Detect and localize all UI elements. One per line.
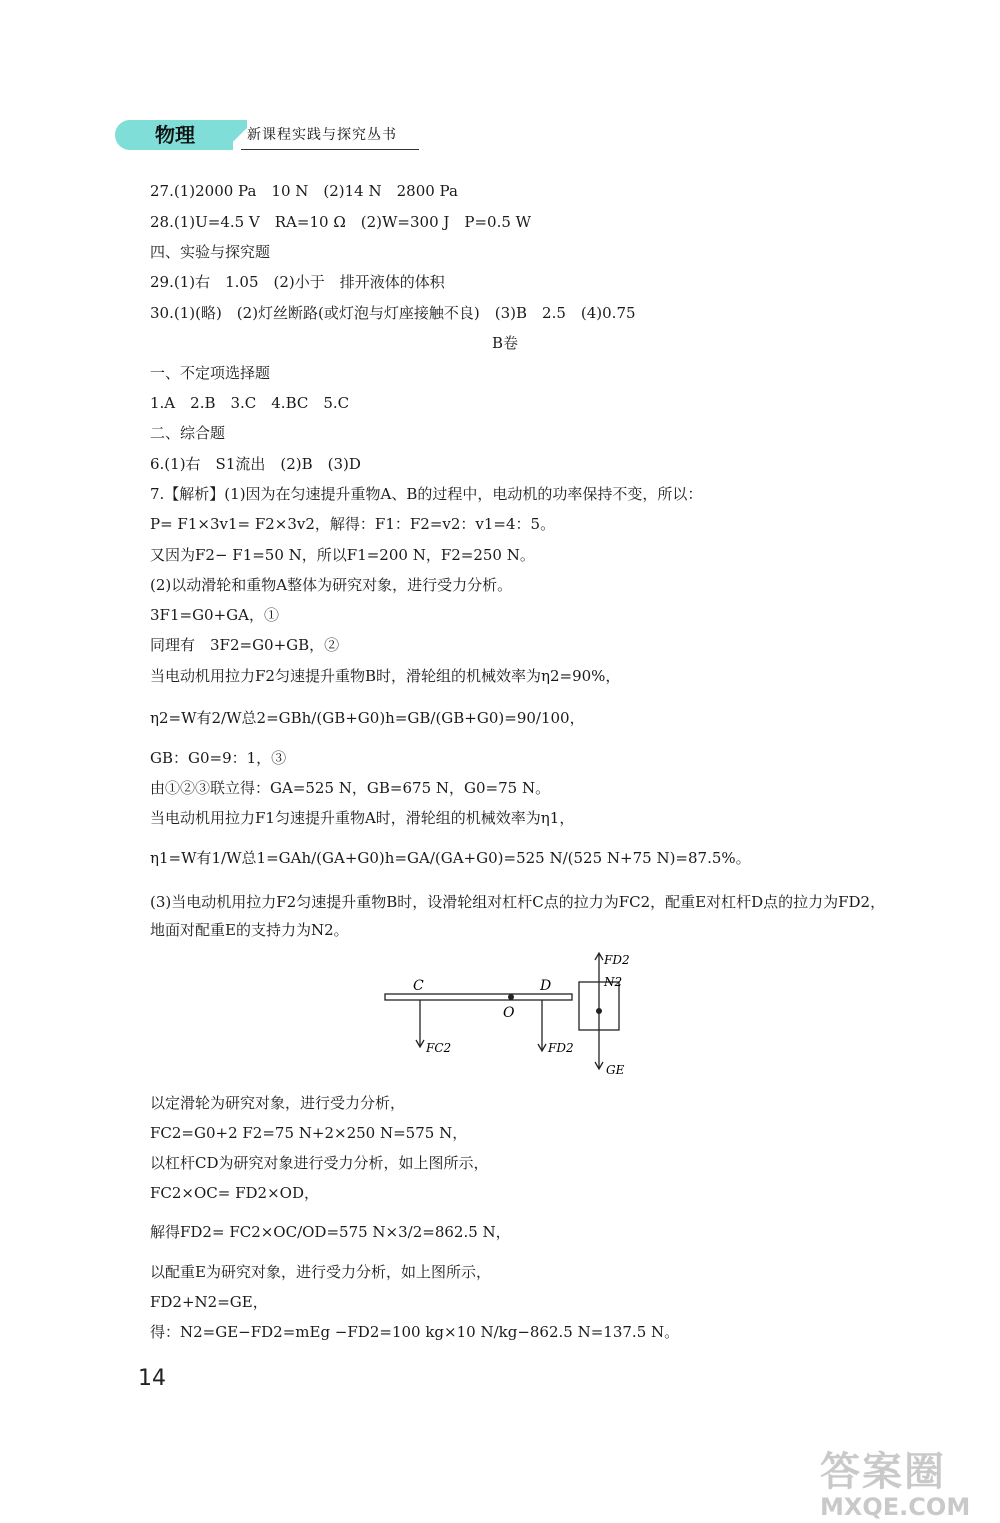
- label-c: C: [413, 978, 424, 994]
- equation-line: FC2×OC= FD2×OD，: [150, 1184, 319, 1202]
- watermark-url: MXQE.COM: [820, 1493, 971, 1521]
- solution-line: 当电动机用拉力F2匀速提升重物B时，滑轮组的机械效率为η2=90%，: [150, 667, 621, 685]
- equation-line: η2=W有2/W总2=GBh/(GB+G0)h=GB/(GB+G0)=90/100，: [150, 709, 585, 727]
- label-n2: N2: [604, 975, 623, 989]
- equation-line: FC2=G0+2 F2=75 N+2×250 N=575 N，: [150, 1124, 468, 1142]
- solution-line: 又因为F2− F1=50 N，所以F1=200 N，F2=250 N。: [150, 546, 535, 564]
- subject-tab: 物理: [115, 120, 237, 150]
- answer-line: 1.A 2.B 3.C 4.BC 5.C: [150, 394, 350, 412]
- solution-paragraph: (3)当电动机用拉力F2匀速提升重物B时，设滑轮组对杠杆C点的拉力为FC2，配重E对杠杆D点的拉力为FD2，地面对配重E的支持力为N2。: [150, 893, 886, 939]
- answer-line: 29.(1)右 1.05 (2)小于 排开液体的体积: [150, 273, 445, 291]
- equation-line: 同理有 3F2=G0+GB，②: [150, 636, 340, 654]
- solution-line: 7.【解析】(1)因为在匀速提升重物A、B的过程中，电动机的功率保持不变，所以：: [150, 485, 703, 503]
- lever-bar: [385, 994, 572, 1000]
- answer-line: 28.(1)U=4.5 V RA=10 Ω (2)W=300 J P=0.5 W: [150, 213, 532, 231]
- lever-svg: [380, 948, 680, 1088]
- label-fc2: FC2: [426, 1041, 452, 1055]
- equation-line: 得：N2=GE−FD2=mEg −FD2=100 kg×10 N/kg−862.5 N=137.5 N。: [150, 1323, 680, 1341]
- pivot-point: [508, 994, 514, 1000]
- volume-heading: B卷: [491, 334, 519, 352]
- equation-line: 解得FD2= FC2×OC/OD=575 N×3/2=862.5 N，: [150, 1223, 511, 1241]
- answer-line: 6.(1)右 S1流出 (2)B (3)D: [150, 455, 361, 473]
- page-header: [115, 118, 415, 152]
- solution-line: 以配重E为研究对象，进行受力分析，如上图所示，: [150, 1263, 491, 1281]
- section-heading: 四、实验与探究题: [150, 243, 271, 261]
- watermark-logo: 答案圈: [820, 1449, 946, 1495]
- label-o: O: [503, 1005, 515, 1021]
- label-d: D: [540, 978, 552, 994]
- equation-line: GB：G0=9：1，③: [150, 749, 287, 767]
- answer-line: 27.(1)2000 Pa 10 N (2)14 N 2800 Pa: [150, 182, 458, 200]
- solution-line: 由①②③联立得：GA=525 N，GB=675 N，G0=75 N。: [150, 779, 551, 797]
- series-title: 新课程实践与探究丛书: [247, 127, 397, 143]
- label-ge: GE: [606, 1063, 625, 1077]
- header-rule: [241, 149, 419, 150]
- equation-line: 3F1=G0+GA，①: [150, 606, 279, 624]
- label-fd2-top: FD2: [604, 953, 630, 967]
- answer-line: 30.(1)(略) (2)灯丝断路(或灯泡与灯座接触不良) (3)B 2.5 (4)0.75: [150, 304, 636, 322]
- solution-line: 以杠杆CD为研究对象进行受力分析，如上图所示，: [150, 1154, 489, 1172]
- equation-line: FD2+N2=GE，: [150, 1293, 268, 1311]
- section-heading: 一、不定项选择题: [150, 364, 271, 382]
- lever-force-diagram: [380, 948, 680, 1088]
- equation-line: η1=W有1/W总1=GAh/(GA+G0)h=GA/(GA+G0)=525 N/(525 N+75 N)=87.5%。: [150, 849, 751, 867]
- label-fd2: FD2: [548, 1041, 574, 1055]
- page-number: 14: [138, 1366, 166, 1391]
- solution-line: 以定滑轮为研究对象，进行受力分析，: [150, 1094, 406, 1112]
- section-heading: 二、综合题: [150, 424, 226, 442]
- watermark: [820, 1440, 1000, 1520]
- solution-line: P= F1×3v1= F2×3v2，解得：F1：F2=v2：v1=4：5。: [150, 515, 556, 533]
- solution-line: (2)以动滑轮和重物A整体为研究对象，进行受力分析。: [150, 576, 513, 594]
- tab-notch-decoration: [233, 120, 247, 150]
- solution-line: 当电动机用拉力F1匀速提升重物A时，滑轮组的机械效率为η1，: [150, 809, 575, 827]
